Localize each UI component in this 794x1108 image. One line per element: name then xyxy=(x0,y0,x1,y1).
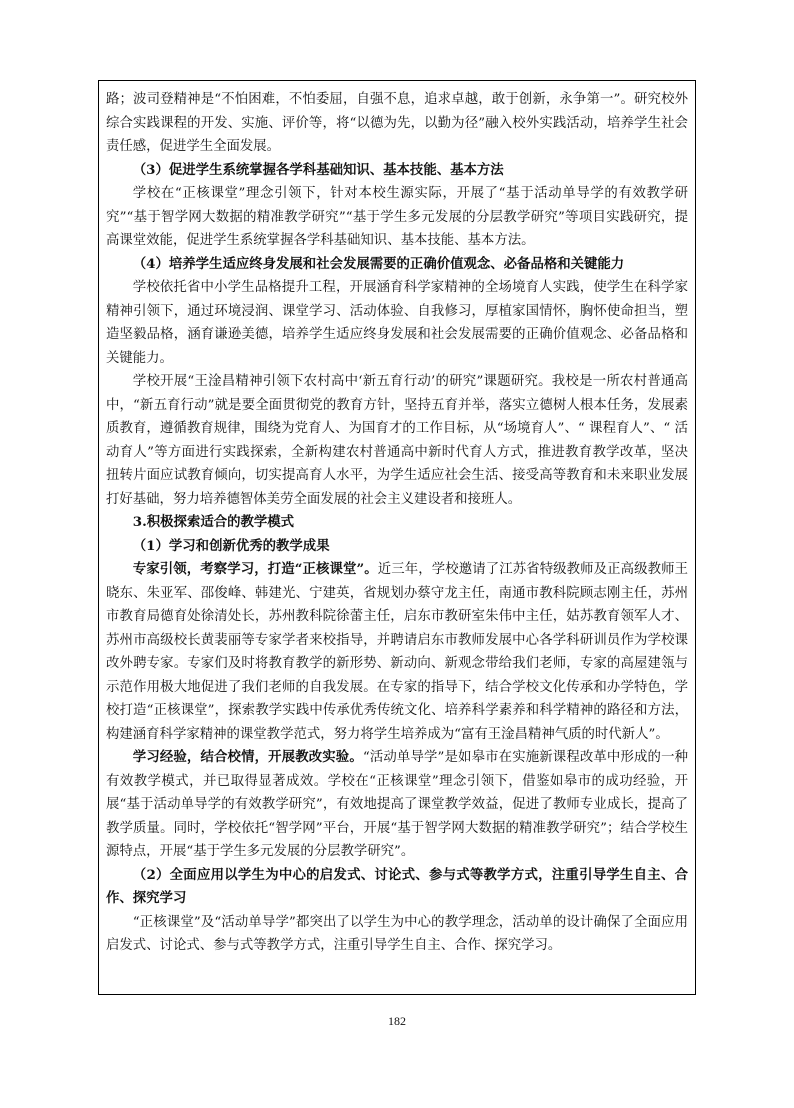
paragraph-12: “正核课堂”及“活动单导学”都突出了以学生为中心的教学理念，活动单的设计确保了全面应用启发式、讨论式、参与式等教学方式，注重引导学生自主、合作、探究学习。 xyxy=(106,914,688,953)
heading-3: （3）促进学生系统掌握各学科基础知识、基本技能、基本方法 xyxy=(132,161,504,178)
lead-phrase: 学习经验，结合校情，开展教改实验。 xyxy=(132,749,363,765)
page-number: 182 xyxy=(388,1014,406,1028)
paragraph-6: 学校开展“王淦昌精神引领下农村高中‘新五育行动’的研究”课题研究。我校是一所农村普通高中，“新五育行动”就是要全面贯彻党的教育方针，坚持五育并举，落实立德树人根本任务，发展素质教育，遵循教育规律，围绕为党育人、为国育才的工作目标，从“场境育人”、“ 课程育人”、“ 活动育人”等方面进行实践探索，全新构建农村普通高中新时代育人方式，推进教育教学改革，坚决扭转片面应试教育倾向，切实提高育人水平，为学生适应社会生活、接受高等教育和未来职业发展打好基础，努力培养德智体美劳全面发展的社会主义建设者和接班人。 xyxy=(106,374,688,507)
subheading-2: （2）全面应用以学生为中心的启发式、讨论式、参与式等教学方式，注重引导学生自主、合作、探究学习 xyxy=(106,866,688,906)
paragraph-5: 学校依托省中小学生品格提升工程，开展涵育科学家精神的全场境育人实践，使学生在科学家精神引领下，通过环境浸润、课堂学习、活动体验、自我修习，厚植家国情怀，胸怀使命担当，塑造坚毅品格，涵育谦逊美德，培养学生适应终身发展和社会发展需要的正确价值观念、必备品格和关键能力。 xyxy=(106,280,688,366)
lead-phrase: 专家引领，考察学习，打造“正核课堂”。 xyxy=(132,561,378,577)
paragraph-1: 路；波司登精神是“不怕困难，不怕委屈，自强不息，追求卓越，敢于创新，永争第一”。研究校外综合实践课程的开发、实施、评价等，将“以德为先，以勤为径”融入校外实践活动，培养学生社会责任感，促进学生全面发展。 xyxy=(106,92,688,154)
paragraph-3: 学校在“正核课堂”理念引领下，针对本校生源实际，开展了“基于活动单导学的有效教学研究”“基于智学网大数据的精准教学研究”“基于学生多元发展的分层教学研究”等项目实践研究，提高课堂效能，促进学生系统掌握各学科基础知识、基本技能、基本方法。 xyxy=(106,186,688,248)
subheading-1: （1）学习和创新优秀的教学成果 xyxy=(132,537,330,554)
paragraph-9: 专家引领，考察学习，打造“正核课堂”。近三年，学校邀请了江苏省特级教师及正高级教师王晓东、朱亚军、邵俊峰、韩建光、宁建英，省规划办蔡守龙主任，南通市教科院顾志刚主任，苏州市教育局德育处徐清处长，苏州教科院徐蕾主任，启东市教研室朱伟中主任，姑苏教育领军人才、苏州市高级校长黄裴丽等专家学者来校指导，并聘请启东市教师发展中心各学科研训员作为学校课改外聘专家。专家们及时将教育教学的新形势、新动向、新观念带给我们老师，专家的高屋建瓴与示范作用极大地促进了我们老师的自我发展。在专家的指导下，结合学校文化传承和办学特色，学校打造“正核课堂”，探索教学实践中传承优秀传统文化、培养科学素养和科学精神的路径和方法，构建涵育科学家精神的课堂教学范式，努力将学生培养成为“富有王淦昌精神气质的时代新人”。 xyxy=(106,561,689,742)
document-body xyxy=(106,88,688,958)
heading-4: （4）培养学生适应终身发展和社会发展需要的正确价值观念、必备品格和关键能力 xyxy=(132,255,625,272)
paragraph-10: 学习经验，结合校情，开展教改实验。“活动单导学”是如皋市在实施新课程改革中形成的一种有效教学模式，并已取得显著成效。学校在“正核课堂”理念引领下，借鉴如皋市的成功经验，开展“基于活动单导学的有效教学研究”，有效地提高了课堂教学效益，促进了教师专业成长，提高了教学质量。同时，学校依托“智学网”平台，开展“基于智学网大数据的精准教学研究”；结合学校生源特点，开展“基于学生多元发展的分层教学研究”。 xyxy=(106,749,688,859)
section-heading-3: 3.积极探索适合的教学模式 xyxy=(132,514,295,530)
